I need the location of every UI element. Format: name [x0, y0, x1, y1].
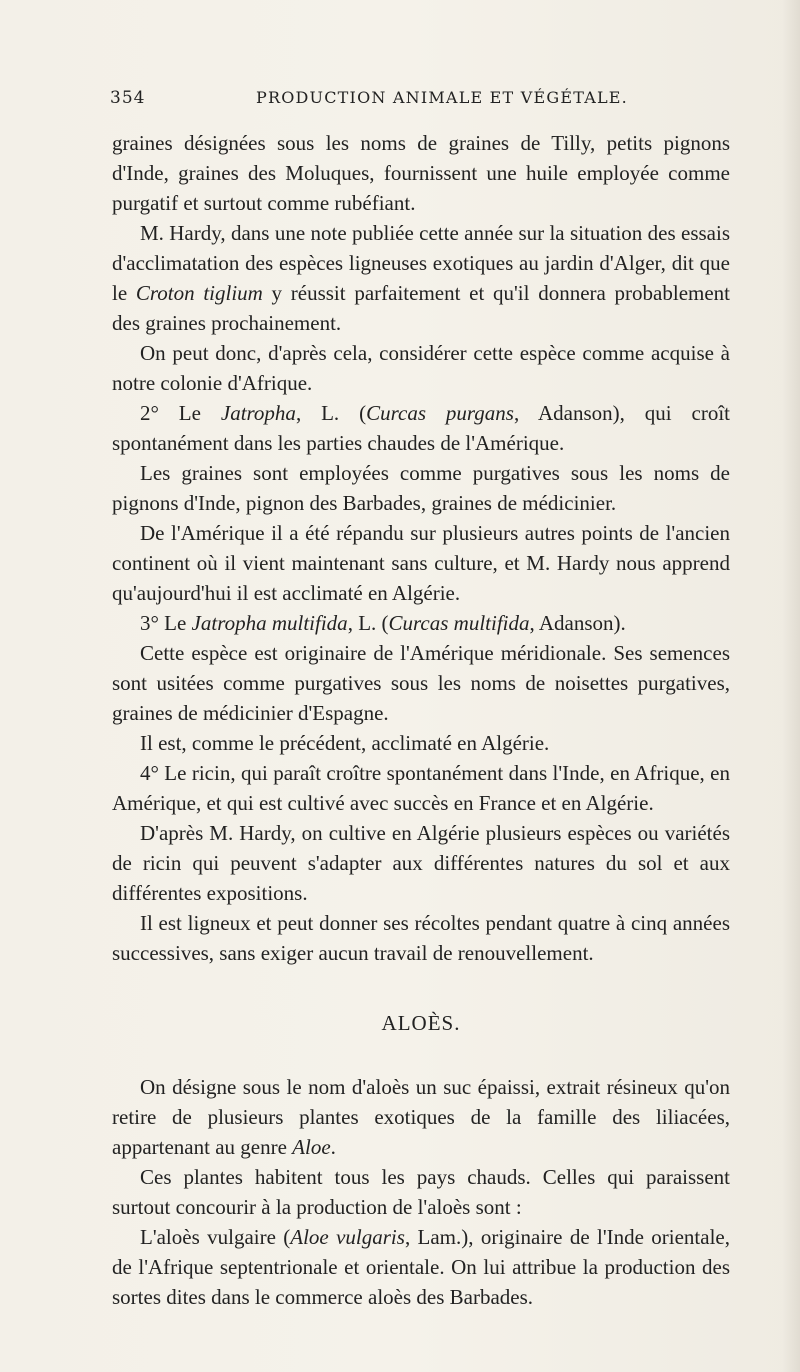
- paragraph-text: Il est ligneux et peut donner ses récoltes pendant quatre à cinq années successives, sans exiger aucun travail de renouvellement.: [112, 911, 730, 965]
- paragraph-text: graines désignées sous les noms de graines de Tilly, petits pignons d'Inde, graines des Moluques, fournissent une huile employée comme purgatif et surtout comme rubéfiant.: [112, 131, 730, 215]
- paragraph-continuation: [112, 128, 730, 218]
- paragraph-text: L'aloès vulgaire (: [140, 1225, 291, 1249]
- body-text: [112, 128, 730, 1312]
- page-edge-shadow: [782, 0, 800, 1372]
- paragraph-text: 4° Le ricin, qui paraît croître spontanément dans l'Inde, en Afrique, en Amérique, et qui est cultivé avec succès en France et en Algérie.: [112, 761, 730, 815]
- paragraph-text: , L. (: [295, 401, 367, 425]
- paragraph-text: , Lam.), originaire de l'Inde orientale, de l'Afrique septentrionale et orientale. On lui attribue la production des sortes dites dans le commerce aloès des Barbades.: [112, 1225, 730, 1309]
- genus-name: Aloe: [292, 1135, 331, 1159]
- paragraph-seeds: [112, 458, 730, 518]
- paragraph-hardy-note: [112, 218, 730, 338]
- species-name: Jatropha multifida: [191, 611, 348, 635]
- species-name: Croton tiglium: [135, 281, 263, 305]
- paragraph-text: On peut donc, d'après cela, considérer cette espèce comme acquise à notre colonie d'Afrique.: [112, 341, 730, 395]
- paragraph-text: Cette espèce est originaire de l'Amérique méridionale. Ses semences sont usitées comme purgatives sous les noms de noisettes purgatives, graines de médicinier d'Espagne.: [112, 641, 730, 725]
- page-header: [110, 88, 730, 118]
- paragraph-text: .: [330, 1135, 336, 1159]
- paragraph-text: 3° Le: [140, 611, 192, 635]
- paragraph-text: , L. (: [347, 611, 389, 635]
- paragraph-aloes-vulgaris: [112, 1222, 730, 1312]
- paragraph-harvest: [112, 908, 730, 968]
- paragraph-text: y réussit parfaitement et qu'il donnera probablement des graines prochainement.: [112, 281, 730, 335]
- paragraph-text: Ces plantes habitent tous les pays chauds. Celles qui paraissent surtout concourir à la production de l'aloès sont :: [112, 1165, 730, 1219]
- paragraph-spread: [112, 518, 730, 608]
- paragraph-text: , Adanson).: [529, 611, 626, 635]
- section-title: ALOÈS.: [381, 1011, 461, 1035]
- paragraph-text: 2° Le: [140, 401, 221, 425]
- paragraph-item-2: [112, 398, 730, 458]
- paragraph-aloes-definition: [112, 1072, 730, 1162]
- species-name: Curcas multifida: [388, 611, 530, 635]
- paragraph-origin: [112, 638, 730, 728]
- species-name: Jatropha: [220, 401, 296, 425]
- species-name: Curcas purgans: [366, 401, 514, 425]
- paragraph-text: M. Hardy, dans une note publiée cette année sur la situation des essais d'acclimatation des espèces ligneuses exotiques au jardin d'Alger, dit que le: [112, 221, 730, 305]
- paragraph-acclimated: [112, 728, 730, 758]
- species-name: Aloe vulgaris: [290, 1225, 405, 1249]
- paragraph-text: Il est, comme le précédent, acclimaté en Algérie.: [140, 731, 550, 755]
- paragraph-item-3: [112, 608, 730, 638]
- page-number: 354: [110, 88, 146, 108]
- paragraph-text: , Adanson), qui croît spontanément dans les parties chaudes de l'Amérique.: [112, 401, 731, 455]
- paragraph-text: D'après M. Hardy, on cultive en Algérie plusieurs espèces ou variétés de ricin qui peuvent s'adapter aux différentes natures du sol et aux différentes expositions.: [112, 821, 730, 905]
- paragraph-aloes-habitat: [112, 1162, 730, 1222]
- paragraph-text: De l'Amérique il a été répandu sur plusieurs autres points de l'ancien continent où il vient maintenant sans culture, et M. Hardy nous apprend qu'aujourd'hui il est acclimaté en Algérie.: [112, 521, 730, 605]
- running-title: PRODUCTION ANIMALE ET VÉGÉTALE.: [256, 88, 628, 107]
- paragraph-text: On désigne sous le nom d'aloès un suc épaissi, extrait résineux qu'on retire de plusieurs plantes exotiques de la famille des liliacées, appartenant au genre: [112, 1075, 730, 1159]
- paragraph-varieties: [112, 818, 730, 908]
- paragraph-conclusion: [112, 338, 730, 398]
- paragraph-item-4: [112, 758, 730, 818]
- paragraph-text: Les graines sont employées comme purgatives sous les noms de pignons d'Inde, pignon des Barbades, graines de médicinier.: [112, 461, 730, 515]
